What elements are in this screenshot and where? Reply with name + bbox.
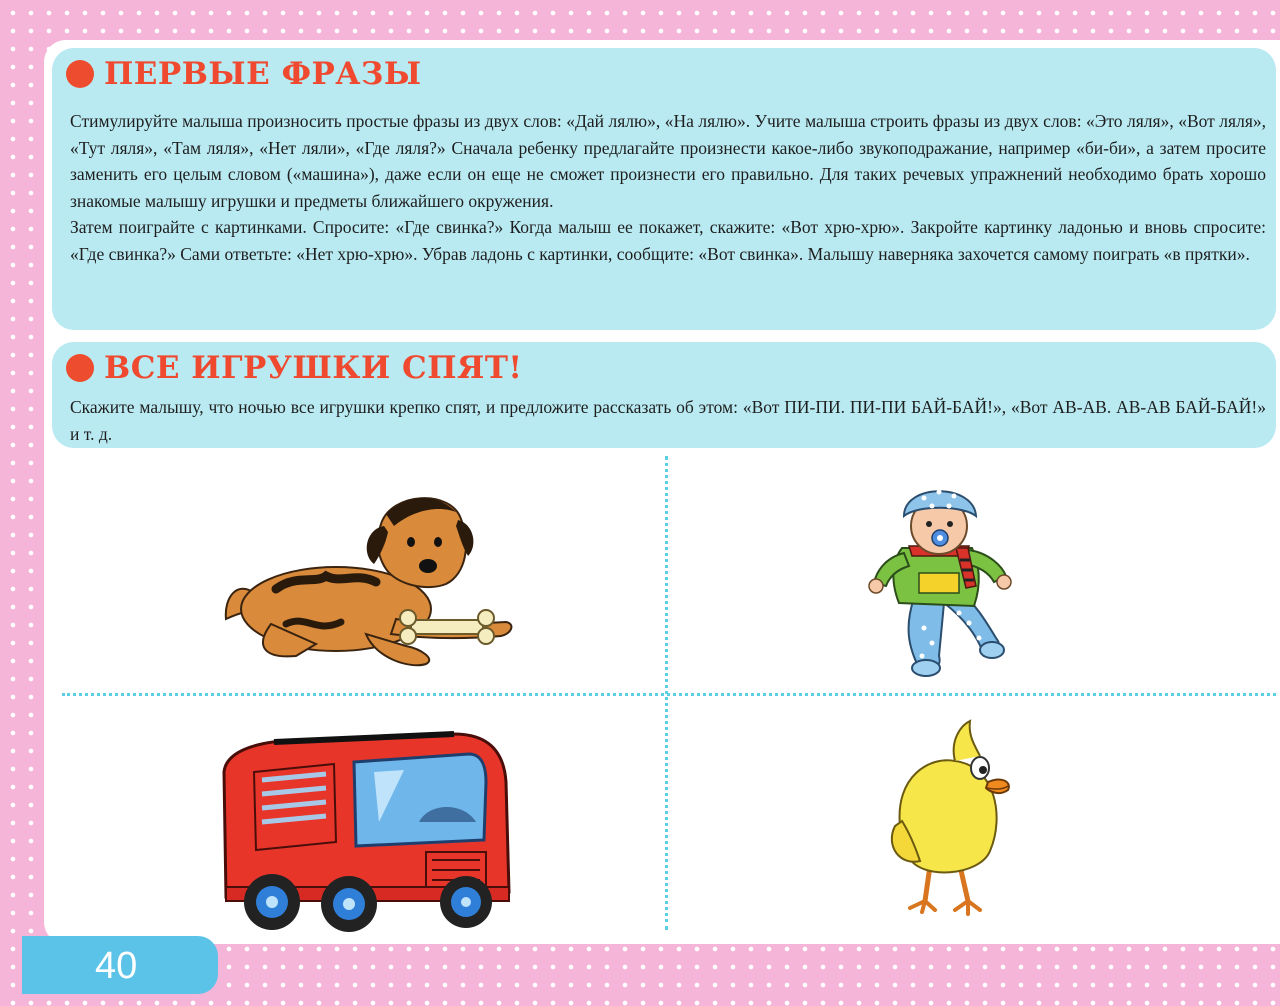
section-text-first-phrases (70, 108, 1266, 268)
grid-divider-horizontal (62, 693, 1276, 696)
section-heading-first-phrases (66, 54, 422, 94)
bullet-dot-icon (66, 60, 94, 88)
baby-doll-icon (864, 478, 1024, 683)
dog-with-bone-icon (216, 484, 526, 684)
bullet-dot-icon (66, 354, 94, 382)
fire-truck-icon (214, 722, 524, 932)
section-heading-toys-sleep (66, 348, 523, 388)
page-number: 40 (95, 945, 138, 987)
paragraph: Скажите малышу, что ночью все игрушки крепко спят, и предложите рассказать об этом: «Вот ПИ-ПИ. ПИ-ПИ БАЙ-БАЙ!», «Вот АВ-АВ. АВ-АВ БАЙ-БАЙ!» и т. д. (70, 397, 1266, 444)
section-title: ПЕРВЫЕ ФРАЗЫ (104, 56, 422, 92)
wheel-icon (244, 874, 300, 930)
wheel-icon (440, 876, 492, 928)
paragraph: Затем поиграйте с картинками. Спросите: «Где свинка?» Когда малыш ее покажет, скажите: «Вот хрю-хрю». Закройте картинку ладонью и вновь спросите: «Где свинка?» Сами ответьте: «Нет хрю-хрю». Убрав ладонь с картинки, сообщите: «Вот свинка». Малышу наверняка захочется самому поиграть «в прятки». (70, 217, 1266, 264)
section-text-toys-sleep (70, 394, 1266, 447)
section-title: ВСЕ ИГРУШКИ СПЯТ! (104, 350, 523, 386)
paragraph: Стимулируйте малыша произносить простые фразы из двух слов: «Дай лялю», «На лялю». Учите малыша строить фразы из двух слов: «Это ляля», «Вот ляля», «Тут ляля», «Там ляля», «Нет ляли», «Где ляля?» Сначала ребенку предлагайте произнести какое-либо звукоподражание, например «би-би», а затем просите заменить его целым словом («машина»), даже если он еще не сможет произнести его правильно. Для таких речевых упражнений необходимо брать хорошо знакомые малышу игрушки и предметы ближайшего окружения. (70, 111, 1266, 211)
wheel-icon (321, 876, 377, 932)
chick-icon (880, 716, 1020, 921)
